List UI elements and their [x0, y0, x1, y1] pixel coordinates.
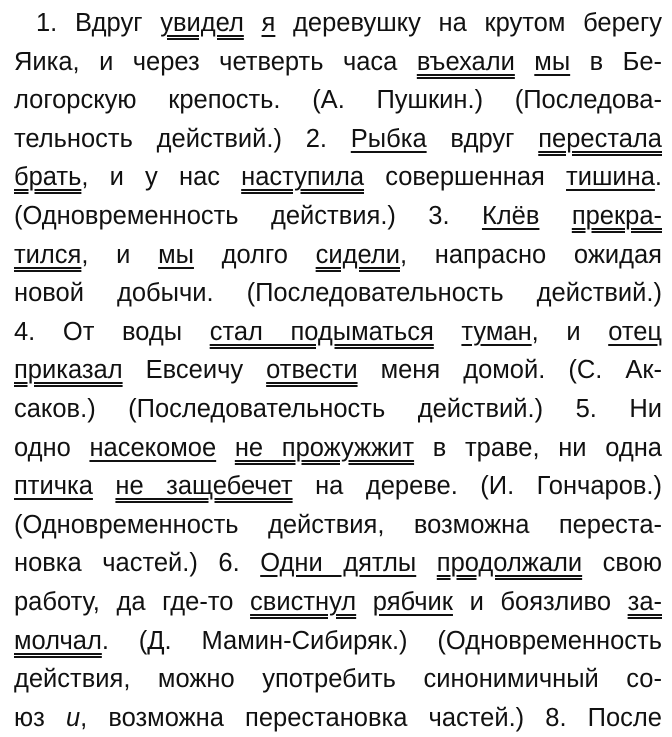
text-run: . (Д. Мамин-Сибиряк.) (Одновременность	[101, 626, 662, 655]
predicate-word: брать	[14, 163, 82, 192]
text-run: долго	[193, 240, 316, 269]
subject-word: рябчик	[372, 587, 453, 616]
text-run	[434, 318, 462, 346]
text-run: Яика, и через четверть часа	[14, 47, 417, 76]
subject-word: птичка	[14, 472, 93, 501]
subject-word: я	[261, 9, 276, 37]
text-line	[14, 467, 662, 506]
exercise-answer-text	[14, 4, 662, 737]
predicate-word: приказал	[14, 356, 123, 385]
text-line	[14, 583, 662, 622]
subject-word: насекомое	[89, 433, 217, 462]
predicate-word: тился	[14, 240, 82, 269]
text-run: 4. От воды	[14, 317, 210, 346]
text-run: новка частей.) 6.	[14, 549, 261, 578]
text-run	[356, 588, 373, 616]
predicate-word: прекра-	[571, 201, 662, 230]
text-run: новой добычи. (Последовательность действий.)	[14, 279, 662, 308]
subject-word: мы	[534, 47, 571, 76]
text-run: одно	[14, 433, 90, 462]
text-run: свою	[582, 549, 662, 578]
text-line	[14, 197, 662, 236]
text-line	[14, 390, 662, 429]
text-run: деревушку на крутом берегу	[275, 9, 662, 37]
predicate-word: въехали	[416, 47, 515, 76]
text-run: на дереве. (И. Гончаров.)	[292, 472, 662, 501]
text-line	[14, 506, 662, 545]
text-run: , и у нас	[81, 163, 242, 192]
text-run: , и	[81, 240, 159, 269]
subject-word: Клёв	[481, 201, 540, 230]
text-line	[14, 274, 662, 313]
text-run: вдруг	[426, 124, 539, 153]
text-run: меня домой. (С. Ак-	[357, 356, 662, 385]
subject-word: мы	[158, 240, 194, 269]
predicate-word: стал подыматься	[209, 317, 434, 346]
text-line	[14, 313, 662, 352]
text-run: в Бе-	[570, 47, 662, 76]
text-run: , и	[531, 317, 609, 346]
text-run	[93, 472, 116, 500]
text-line	[14, 351, 662, 390]
text-run: и боязливо	[452, 587, 628, 616]
text-run: Евсеичу	[122, 356, 267, 385]
subject-word: Одни дятлы	[260, 549, 417, 578]
text-line	[14, 622, 662, 661]
text-run: (Одновременность действия.) 3.	[14, 201, 482, 230]
predicate-word: отвести	[266, 356, 358, 385]
text-line	[14, 158, 662, 197]
predicate-word: перестала	[538, 124, 662, 153]
predicate-word: продолжали	[436, 549, 583, 578]
text-run: совершенная	[364, 163, 567, 192]
text-run: действия, можно употребить синонимичный со-	[14, 665, 662, 694]
text-run: работу, да где-то	[14, 587, 251, 616]
predicate-word: увидел	[160, 9, 244, 37]
text-line	[14, 660, 662, 699]
text-run: .	[654, 163, 662, 192]
text-line	[14, 81, 662, 120]
predicate-word: не прожужжит	[234, 433, 415, 462]
text-line	[14, 236, 662, 275]
text-run	[539, 202, 571, 230]
predicate-word: за-	[627, 587, 662, 616]
predicate-word: молчал	[14, 626, 102, 655]
subject-word: туман	[461, 317, 532, 346]
predicate-word: наступила	[241, 163, 365, 192]
text-run: 1. Вдруг	[36, 9, 161, 37]
text-run: , возможна перестановка частей.) 8. После	[80, 703, 662, 732]
text-run: юз	[14, 703, 66, 732]
italic-conjunction: и	[65, 703, 81, 732]
text-run	[515, 48, 534, 76]
text-line	[14, 544, 662, 583]
text-run: (Одновременность действия, возможна переста-	[14, 510, 662, 539]
text-line	[14, 4, 662, 43]
text-run	[416, 549, 437, 577]
predicate-word: сидели	[315, 240, 400, 269]
text-line	[14, 429, 662, 468]
predicate-word: свистнул	[250, 587, 357, 616]
text-run	[216, 434, 235, 462]
text-run: логорскую крепость. (А. Пушкин.) (Последова-	[14, 86, 662, 115]
subject-word: Рыбка	[350, 124, 427, 153]
text-run: саков.) (Последовательность действий.) 5. Ни	[14, 394, 662, 423]
text-line	[14, 699, 662, 737]
text-run: , напрасно ожидая	[400, 240, 662, 269]
subject-word: отец	[608, 317, 663, 346]
text-line	[14, 120, 662, 159]
text-run	[244, 9, 262, 37]
text-run: тельность действий.) 2.	[14, 124, 351, 153]
subject-word: тишина	[566, 163, 655, 192]
text-line	[14, 43, 662, 82]
predicate-word: не защебечет	[115, 472, 293, 501]
text-run: в траве, ни одна	[414, 433, 662, 462]
